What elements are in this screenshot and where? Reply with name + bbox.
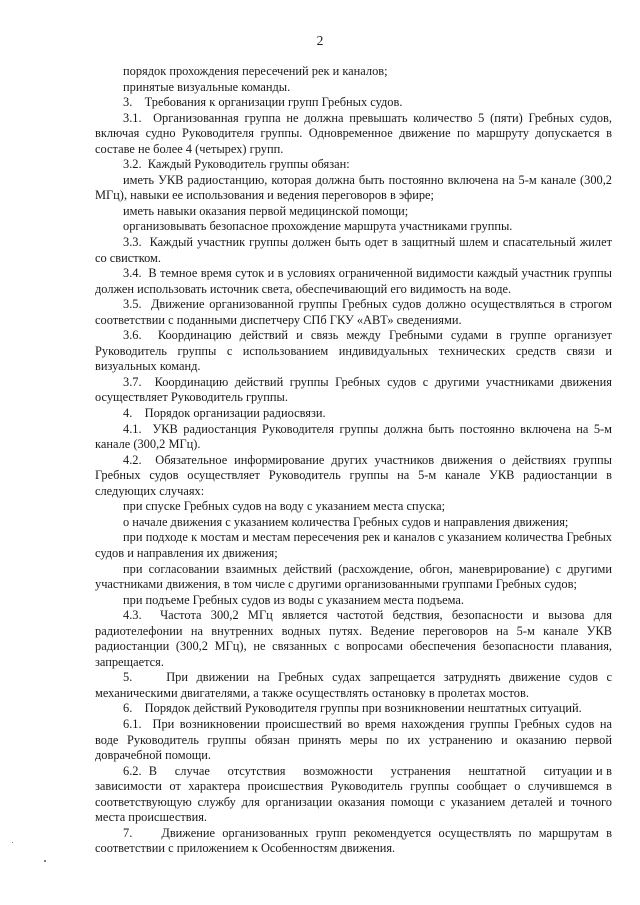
scan-speck — [12, 842, 13, 843]
paragraph: 3.4. В темное время суток и в условиях ограниченной видимости каждый участник группы должен использовать источник света, обеспечивающий его видимость на воде. — [95, 266, 612, 296]
paragraph: 3.7. Координацию действий группы Гребных судов с другими участниками движения осуществляет Руководитель группы. — [95, 374, 612, 405]
paragraph: при спуске Гребных судов на воду с указанием места спуска; — [123, 499, 446, 514]
paragraph: порядок прохождения пересечений рек и каналов; — [123, 64, 388, 78]
section-heading-4: 4. Порядок организации радиосвязи. — [123, 406, 326, 421]
paragraph: 3.1. Организованная группа не должна превышать количество 5 (пяти) Гребных судов, включая судно Руководителя группы. Одновременное движение по маршруту допускается в составе не более 4 (четырех) групп. — [95, 110, 612, 156]
document-body — [95, 64, 612, 857]
page-number: 2 — [316, 33, 324, 48]
section-heading-5: 5. При движении на Гребных судах запрещается затруднять движение судов с механическими двигателями, а также осуществлять остановку в пролетах мостов. — [95, 670, 612, 700]
paragraph: иметь УКВ радиостанцию, которая должна быть постоянно включена на 5-м канале (300,2 МГц), навыки ее использования и ведения переговоров в эфире; — [95, 172, 612, 203]
paragraph: при согласовании взаимных действий (расхождение, обгон, маневрирование) с другими участниками движения, в том числе с другими организованными группами Гребных судов; — [95, 561, 612, 592]
paragraph: иметь навыки оказания первой медицинской помощи; — [123, 203, 409, 218]
paragraph: 3.3. Каждый участник группы должен быть одет в защитный шлем и спасательный жилет со свистком. — [95, 235, 612, 265]
paragraph: при подъеме Гребных судов из воды с указанием места подъема. — [123, 592, 465, 607]
paragraph: 4.2. Обязательное информирование других участников движения о действиях группы Гребных судов осуществляет Руководитель группы на 5-м канале УКВ радиостанции в следующих случаях: — [95, 452, 612, 498]
paragraph: 6.1. При возникновении происшествий во время нахождения группы Гребных судов на воде Руководитель группы обязан принять меры по их устранению и оказанию первой доврачебной помощи. — [95, 716, 612, 763]
paragraph: при подходе к мостам и местам пересечения рек и каналов с указанием количества Гребных судов и направления их движения; — [95, 530, 612, 560]
paragraph: 6.2. В случае отсутствия возможности устранения нештатной ситуации и в зависимости от характера происшествия Руководитель группы сообщает о случившемся в соответствующую службу для организации оказания помощи с указанием деталей и точного места происшествия. — [95, 763, 612, 825]
paragraph: о начале движения с указанием количества Гребных судов и направления движения; — [123, 514, 569, 529]
scan-speck — [44, 860, 46, 862]
section-heading-6: 6. Порядок действий Руководителя группы при возникновении нештатных ситуаций. — [123, 701, 582, 716]
paragraph: 3.2. Каждый Руководитель группы обязан: — [123, 157, 350, 172]
paragraph: 4.3. Частота 300,2 МГц является частотой бедствия, безопасности и вызова для радиотелефонии на внутренних водных путях. Ведение переговоров на 5-м канале УКВ радиостанции (300,2 МГц), не связанных с вопросами обеспечения безопасности плавания, запрещается. — [95, 608, 612, 669]
paragraph: организовывать безопасное прохождение маршрута участниками группы. — [123, 219, 513, 234]
section-heading-7: 7. Движение организованных групп рекомендуется осуществлять по маршрутам в соответствии с приложением к Особенностям движения. — [95, 825, 612, 856]
paragraph: 3.5. Движение организованной группы Гребных судов должно осуществляться в строгом соответствии с поданными диспетчеру СПб ГКУ «АВТ» сведениями. — [95, 297, 612, 327]
paragraph: принятые визуальные команды. — [123, 79, 291, 94]
paragraph: 3.6. Координацию действий и связь между Гребными судами в группе организует Руководитель группы с использованием индивидуальных технических средств связи и визуальных команд. — [95, 328, 612, 374]
section-heading-3: 3. Требования к организации групп Гребных судов. — [123, 95, 403, 110]
paragraph: 4.1. УКВ радиостанция Руководителя группы должна быть постоянно включена на 5-м канале (300,2 МГц). — [95, 421, 612, 452]
